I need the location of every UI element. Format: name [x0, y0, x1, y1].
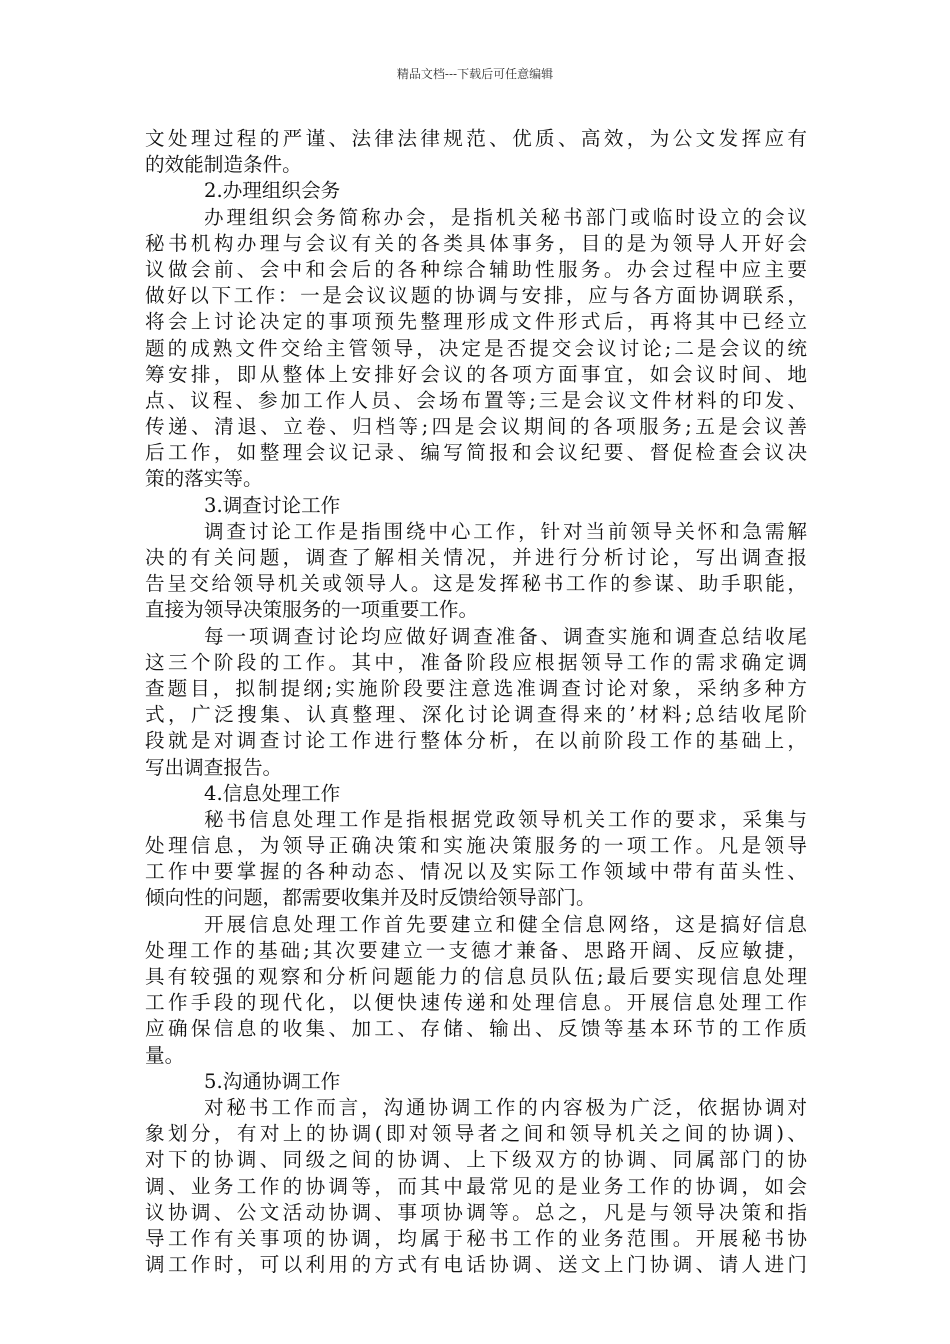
- text-line: 议协调、公文活动协调、事项协调等。总之，凡是与领导决策和指: [145, 1200, 807, 1224]
- text-line: 告呈交给领导机关或领导人。这是发挥秘书工作的参谋、助手职能，: [145, 572, 807, 596]
- page-header: 精品文档---下载后可任意编辑: [396, 67, 554, 81]
- text-line: 做好以下工作：一是会议议题的协调与安排，应与各方面协调联系，: [145, 284, 807, 308]
- text-line: 传递、清退、立卷、归档等;四是会议期间的各项服务;五是会议善: [145, 415, 807, 439]
- text-line: 5.沟通协调工作: [204, 1069, 341, 1093]
- text-line: 式，广泛搜集、认真整理、深化讨论调查得来的’材料;总结收尾阶: [145, 703, 807, 727]
- text-line: 调查讨论工作是指围绕中心工作，针对当前领导关怀和急需解: [204, 519, 807, 543]
- text-line: 这三个阶段的工作。其中，准备阶段应根据领导工作的需求确定调: [145, 650, 807, 674]
- text-line: 办理组织会务简称办会，是指机关秘书部门或临时设立的会议: [204, 205, 807, 229]
- text-line: 文处理过程的严谨、法律法律规范、优质、高效，为公文发挥应有: [145, 127, 807, 150]
- text-line: 题的成熟文件交给主管领导，决定是否提交会议讨论;二是会议的统: [145, 336, 807, 360]
- text-line: 秘书机构办理与会议有关的各类具体事务，目的是为领导人开好会: [145, 231, 807, 255]
- text-line: 倾向性的问题，都需要收集并及时反馈给领导部门。: [145, 886, 596, 910]
- text-line: 每一项调查讨论均应做好调查准备、调查实施和调查总结收尾: [204, 624, 807, 648]
- text-line: 段就是对调查讨论工作进行整体分析，在以前阶段工作的基础上，: [145, 729, 807, 753]
- text-line: 量。: [145, 1043, 185, 1067]
- text-line: 象划分，有对上的协调(即对领导者之间和领导机关之间的协调)、: [145, 1122, 807, 1146]
- text-line: 4.信息处理工作: [204, 781, 341, 805]
- text-line: 处理工作的基础;其次要建立一支德才兼备、思路开阔、反应敏捷，: [145, 938, 807, 962]
- text-line: 工作中要掌握的各种动态、情况以及实际工作领域中带有苗头性、: [145, 860, 807, 884]
- text-line: 导工作有关事项的协调，均属于秘书工作的业务范围。开展秘书协: [145, 1226, 807, 1250]
- text-line: 具有较强的观察和分析问题能力的信息员队伍;最后要实现信息处理: [145, 965, 807, 988]
- text-line: 查题目，拟制提纲;实施阶段要注意选准调查讨论对象，采纳多种方: [145, 676, 807, 700]
- text-line: 策的落实等。: [145, 467, 263, 491]
- text-line: 开展信息处理工作首先要建立和健全信息网络，这是搞好信息: [204, 912, 807, 936]
- text-line: 写出调查报告。: [145, 755, 283, 779]
- document-body: [145, 126, 807, 1278]
- text-line: 决的有关问题，调查了解相关情况，并进行分析讨论，写出调查报: [145, 546, 807, 569]
- text-line: 秘书信息处理工作是指根据党政领导机关工作的要求，采集与: [204, 807, 807, 831]
- text-line: 对下的协调、同级之间的协调、上下级双方的协调、同属部门的协: [145, 1148, 807, 1172]
- text-line: 3.调查讨论工作: [204, 493, 341, 517]
- text-line: 将会上讨论决定的事项预先整理形成文件形式后，再将其中已经立: [145, 310, 807, 334]
- text-line: 点、议程、参加工作人员、会场布置等;三是会议文件材料的印发、: [145, 388, 807, 412]
- text-line: 调工作时，可以利用的方式有电话协调、送文上门协调、请人进门: [145, 1253, 807, 1277]
- text-line: 筹安排，即从整体上安排好会议的各项方面事宜，如会议时间、地: [145, 362, 807, 386]
- text-line: 工作手段的现代化，以便快速传递和处理信息。开展信息处理工作: [145, 991, 807, 1015]
- text-line: 议做会前、会中和会后的各种综合辅助性服务。办会过程中应主要: [145, 257, 807, 281]
- text-line: 后工作，如整理会议记录、编写简报和会议纪要、督促检查会议决: [145, 441, 807, 465]
- text-line: 对秘书工作而言，沟通协调工作的内容极为广泛，依据协调对: [204, 1095, 807, 1119]
- text-line: 2.办理组织会务: [204, 179, 341, 203]
- text-line: 处理信息，为领导正确决策和实施决策服务的一项工作。凡是领导: [145, 834, 807, 858]
- text-line: 直接为领导决策服务的一项重要工作。: [145, 598, 479, 622]
- text-line: 调、业务工作的协调等，而其中最常见的是业务工作的协调，如会: [145, 1174, 807, 1198]
- text-line: 的效能制造条件。: [145, 153, 302, 177]
- text-line: 应确保信息的收集、加工、存储、输出、反馈等基本环节的工作质: [145, 1017, 807, 1041]
